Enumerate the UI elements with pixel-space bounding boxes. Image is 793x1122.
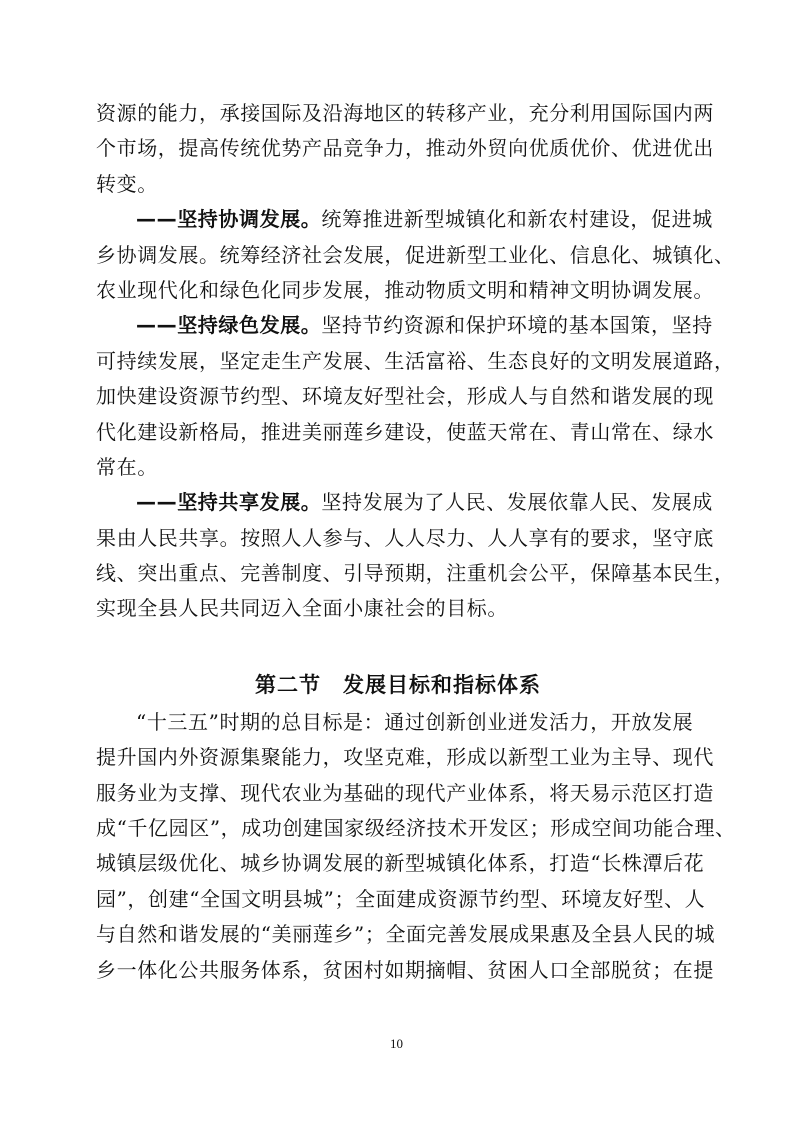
text-line: 城镇层级优化、城乡协调发展的新型城镇化体系，打造“长株潭后花 [96, 851, 705, 876]
paragraph-text: 坚持发展为了人民、发展依靠人民、发展成 [321, 490, 713, 515]
text-line: 加快建设资源节约型、环境友好型社会，形成人与自然和谐发展的现 [96, 384, 714, 409]
text-line: 乡协调发展。统筹经济社会发展，促进新型工业化、信息化、城镇化、 [96, 242, 735, 267]
text-line [96, 485, 713, 520]
text-line: 与自然和谐发展的“美丽莲乡”；全面完善发展成果惠及全县人民的城 [96, 922, 716, 947]
paragraph-continuation [96, 96, 714, 202]
paragraph-shared-development [96, 485, 735, 627]
text-line: 可持续发展，坚定走生产发展、生活富裕、生态良好的文明发展道路， [96, 348, 735, 373]
text-line: “十三五”时期的总目标是：通过创新创业迸发活力，开放发展 [136, 709, 694, 734]
text-line: 实现全县人民共同迈入全面小康社会的目标。 [96, 596, 508, 621]
text-line: 常在。 [96, 454, 158, 479]
paragraph-coordinated-development [96, 202, 735, 308]
text-line: 个市场，提高传统优势产品竞争力，推动外贸向优质优价、优进优出 [96, 136, 714, 161]
text-line: 线、突出重点、完善制度、引导预期，注重机会公平，保障基本民生， [96, 561, 735, 586]
paragraph-green-development [96, 308, 735, 485]
text-line: 乡一体化公共服务体系，贫困村如期摘帽、贫困人口全部脱贫；在提 [96, 957, 714, 982]
section-spacer [96, 627, 700, 665]
text-line: 提升国内外资源集聚能力，攻坚克难，形成以新型工业为主导、现代 [96, 745, 714, 770]
section-title: 第二节 发展目标和指标体系 [255, 672, 541, 697]
paragraph-text: 统筹推进新型城镇化和新农村建设，促进城 [321, 207, 713, 232]
text-line: 资源的能力，承接国际及沿海地区的转移产业，充分利用国际国内两 [96, 101, 714, 125]
document-page [96, 96, 736, 988]
paragraph-heading: ——坚持绿色发展。 [136, 313, 322, 338]
text-line [96, 308, 713, 343]
text-line: 转变。 [96, 171, 158, 196]
text-line: 代化建设新格局，推进美丽莲乡建设，使蓝天常在、青山常在、绿水 [96, 419, 714, 444]
paragraph-overall-goal [96, 705, 736, 988]
text-line: 园”，创建“全国文明县城”；全面建成资源节约型、环境友好型、人 [96, 886, 706, 911]
text-line [96, 202, 713, 237]
paragraph-heading: ——坚持协调发展。 [136, 207, 322, 232]
paragraph-text: 坚持节约资源和保护环境的基本国策，坚持 [321, 313, 713, 338]
text-line: 服务业为支撑、现代农业为基础的现代产业体系，将天易示范区打造 [96, 780, 714, 805]
text-line: 农业现代化和绿色化同步发展，推动物质文明和精神文明协调发展。 [96, 277, 714, 302]
page-number: 10 [390, 1036, 403, 1051]
paragraph-heading: ——坚持共享发展。 [136, 490, 322, 515]
text-line: 果由人民共享。按照人人参与、人人尽力、人人享有的要求，坚守底 [96, 525, 714, 550]
text-line: 成“千亿园区”，成功创建国家级经济技术开发区；形成空间功能合理、 [96, 816, 736, 841]
